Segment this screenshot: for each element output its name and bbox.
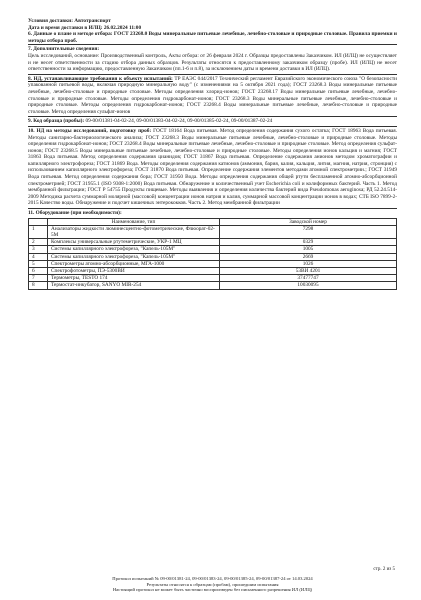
serial-number: 1005 [220, 246, 397, 253]
section-8-title: 8. НД, устанавливающие требования к объекту испытаний: [28, 75, 173, 82]
row-number: 1 [29, 225, 48, 238]
section-9-title: 9. Код образца (пробы): [28, 118, 85, 125]
section-9-block [28, 118, 397, 125]
table-row [29, 268, 397, 275]
section-8-block [28, 76, 397, 116]
section-equipment [28, 208, 397, 291]
section-9-text: 09-00/01381-04-02-24, 09-00/01383-04-02-24, 09-00/01385-02-24, 09-00/01387-02-24 [85, 118, 273, 125]
page-number: стр. 2 из 5 [373, 567, 395, 572]
section-10-text: ГОСТ 18164 Вода питьевая. Метод определения содержания сухого остатка; ГОСТ 18963 Вода питьевая. Методы санитарно-бактериологического анализа; ГОСТ 23268.3 Воды минеральные питьевые лечебные, лечебно-столовые и природные столовые. Методы определения гидрокарбонат-ионов; ГОСТ 23268.4 Воды минеральные питьевые лечебные, лечебно-столовые и природные столовые. Метод определения сульфат-ионов; ГОСТ 23268.5 Воды минеральные питьевые лечебные, лечебно-столовые и природные столовые. Методы определения ионов кальция и магния; ГОСТ 31863 Вода питьевая. Метод определения содержания цианидов; ГОСТ 31867 Вода питьевая. Определение содержания анионов методом хроматографии и капиллярного электрофореза; ГОСТ 31869 Вода. Методы определения содержания катионов (аммония, бария, калия, кальция, лития, магния, натрия, стронция) с использованием капиллярного электрофореза; ГОСТ 31870 Вода питьевая. Определение содержания элементов методами атомной спектрометрии.; ГОСТ 31949 Вода питьевая. Метод определения содержания бора; ГОСТ 31950 Вода. Методы определения содержания общей ртути беспламенной атомно-абсорбционной спектрометрией; ГОСТ 31955.1 (ISO 9308-1:2000) Вода питьевая. Обнаружение и количественный учет Escherichia coli и колиформных бактерий. Часть 1. Метод мембранной фильтрации; ГОСТ Р 54755 Продукты пищевые. Методы выявления и определения количества бактерий вида Pseudomonas aeruginosa; РД 52.24.514-2009 Методика расчета суммарной молярной (массовой) концентрации ионов натрия и калия, суммарной массовой концентрации ионов в водах; СТБ ISO 7899-2-2015 Качество воды. Обнаружение и подсчет кишечных энтерококков. Часть 2. Метод мембранной фильтрации [28, 127, 397, 207]
footer-line-2: Результаты относятся к образцам (пробам), прошедшим испытания [146, 581, 279, 587]
col-name: Наименование, тип [48, 218, 220, 225]
serial-number: 10030095 [220, 282, 397, 289]
section-7-text: Цель исследований, основание: Производственный контроль, Акты отбора: от 26 февраля 2024 г. Образцы предоставлены Заказчиком. ИЛ (ИЛЦ) не осуществляет и не несет ответственности за стадию отбора данных образцов. Результаты относятся к предоставленному заказчиком образцу (пробе). ИЛ (ИЛЦ) не несет ответственности за информацию, предоставленную Заказчиком (пп.1-6 и п.8), за исключением даты и времени доставки в ИЛ (ИЛЦ). [28, 52, 397, 73]
section-7-title: 7. Дополнительные сведения: [28, 46, 100, 53]
equipment-name: Системы капиллярного электрофореза, "Капель-105М" [48, 253, 220, 260]
section-10-block [28, 128, 397, 207]
table-row [29, 282, 397, 289]
table-row [29, 246, 397, 253]
section-additional-info [28, 44, 397, 73]
equipment-name: Термометры, TESTO 174 [48, 275, 220, 282]
delivery-datetime: Дата и время доставки в ИЛЦ: 26.02.2024 11:00 [28, 24, 142, 31]
row-number: 6 [29, 268, 48, 275]
equipment-name: Анализаторы жидкости люминесцентно-фотометрические, Флюорат-02-5М [48, 225, 220, 238]
equipment-name: Спектрометры атомно-абсорбционные, МГА-1000 [48, 260, 220, 267]
table-row [29, 225, 397, 238]
row-number: 5 [29, 260, 48, 267]
serial-number: 0329 [220, 239, 397, 246]
table-row [29, 260, 397, 267]
col-serial: Заводской номер [220, 218, 397, 225]
equipment-name: Комплексы универсальные ртутеметрические, УКР-1 МЦ [48, 239, 220, 246]
serial-number: 7298 [220, 225, 397, 238]
serial-number: 1026 [220, 260, 397, 267]
equipment-header-row [29, 218, 397, 225]
serial-number: 37477747 [220, 275, 397, 282]
footer-line-1: Протокол испытаний № 09-00/01381-24, 09-00/01383-24, 09-00/01385-24, 09-00/01387-24 от 14.03.2024 [112, 576, 313, 581]
equipment-name: Системы капиллярного электрофореза, "Капель-105М" [48, 246, 220, 253]
table-row [29, 239, 397, 246]
section-methods [28, 126, 397, 208]
footer-line-3: Настоящий протокол не может быть частично воспроизведен без письменного разрешения ИЛ (ИЛЦ) [112, 587, 313, 593]
section-8-text: ТР ЕАЭС 044/2017 Технический регламент Евразийского экономического союза "О безопасности упакованной питьевой воды, включая природную минеральную воду" (с изменениями на 5 октября 2021 года); ГОСТ 23268.3 Воды минеральные питьевые лечебные, лечебно-столовые и природные столовые. Методы определения хлорид-ионов; ГОСТ 23268.17 Воды минеральные питьевые лечебные, лечебно-столовые и природные столовые. Методы определения гидрокарбонат-ионов; ГОСТ 23268.3 Воды минеральные питьевые лечебные, лечебно-столовые и природные столовые. Методы определения гидрокарбонат-ионов; ГОСТ 23268.4 Воды минеральные питьевые лечебные, лечебно-столовые и природные столовые. Метод определения сульфат-ионов [28, 75, 398, 115]
protocol-footer [28, 576, 397, 593]
table-row [29, 253, 397, 260]
equipment-name: Термостат-инкубатор, SANYO MIR-254 [48, 282, 220, 289]
delivery-conditions: Условия доставки: Автотранспорт [28, 18, 111, 24]
serial-number: 2669 [220, 253, 397, 260]
row-number: 7 [29, 275, 48, 282]
serial-number: 53ВИ 4201 [220, 268, 397, 275]
sampling-document: 6. Данные о плане и методе отбора: ГОСТ 23268.0 Воды минеральные питьевые лечебные, лечебно-столовые и природные столовые. Правила приемки и методы отбора проб. [28, 31, 397, 44]
equipment-name: Спектрофотометры, ПЭ-5300ВИ [48, 268, 220, 275]
row-number: 4 [29, 253, 48, 260]
section-requirements [28, 74, 397, 117]
table-row [29, 275, 397, 282]
section-10-title: 10. НД на методы исследований, подготовку проб: [28, 127, 152, 134]
section-11-title: 11. Оборудование (при необходимости): [28, 210, 122, 217]
section-sample-code [28, 116, 397, 126]
row-number: 3 [29, 246, 48, 253]
col-number [29, 218, 48, 225]
row-number: 8 [29, 282, 48, 289]
equipment-table [28, 218, 397, 290]
row-number: 2 [29, 239, 48, 246]
